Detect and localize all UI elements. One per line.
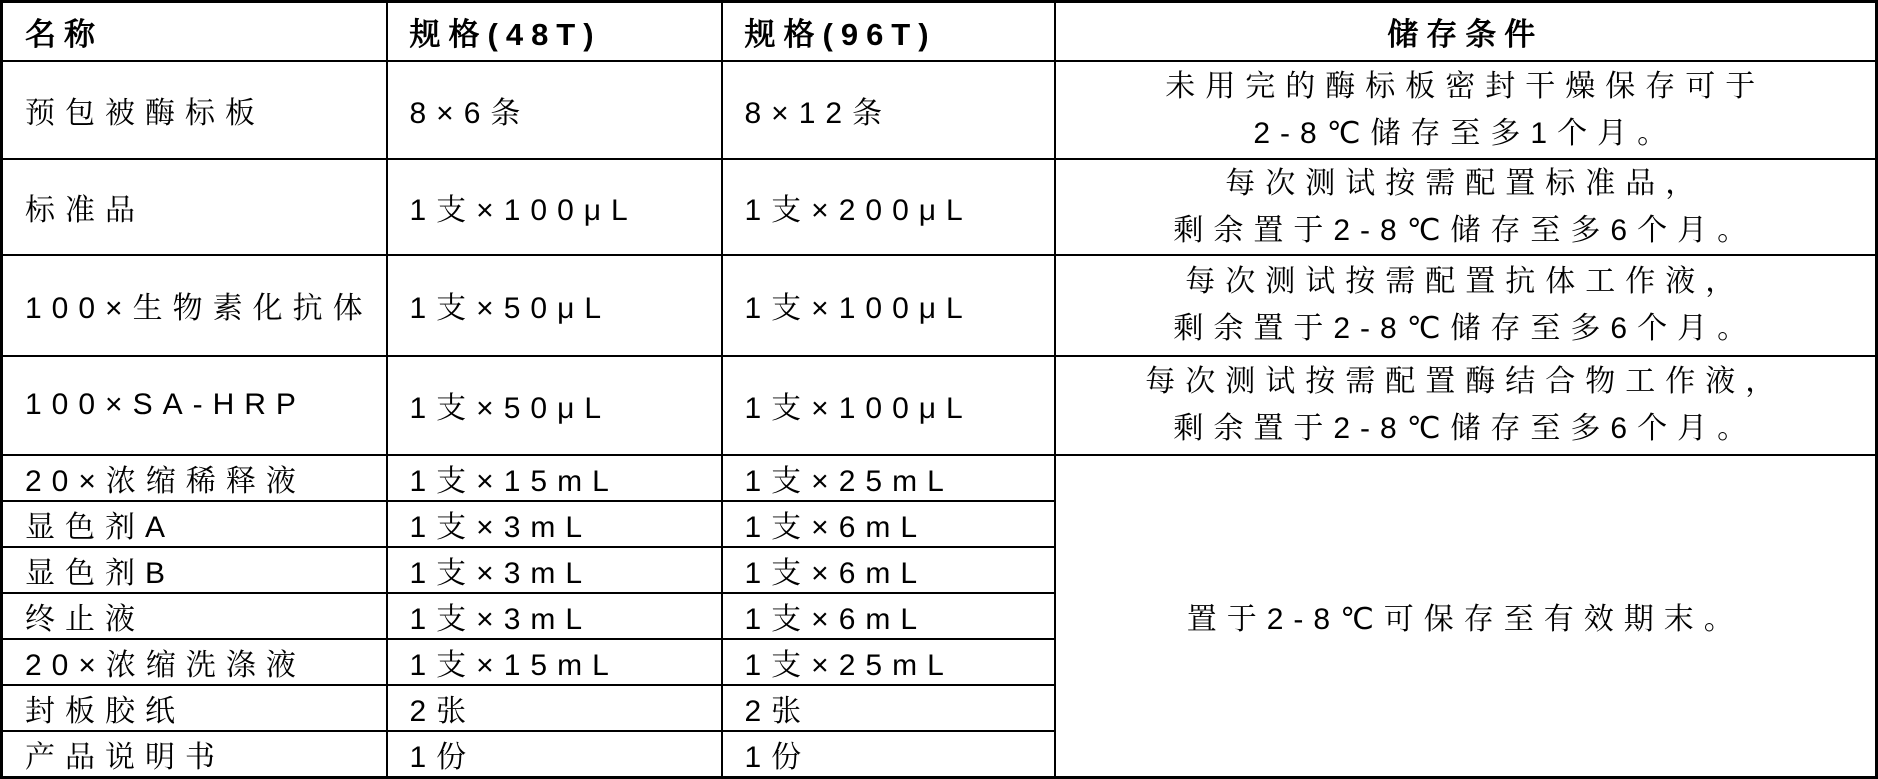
spec-48t-cell: 1支×3mL bbox=[387, 501, 722, 547]
col-header-48t: 规格(48T) bbox=[387, 2, 722, 61]
spec-96t-cell: 8×12条 bbox=[722, 61, 1055, 159]
spec-48t-cell: 1支×3mL bbox=[387, 593, 722, 639]
col-header-96t: 规格(96T) bbox=[722, 2, 1055, 61]
table-row bbox=[2, 455, 1877, 501]
storage-condition-cell bbox=[1055, 61, 1877, 159]
storage-line: 每次测试按需配置抗体工作液， bbox=[1185, 265, 1746, 298]
spec-96t-cell: 1支×25mL bbox=[722, 639, 1055, 685]
spec-48t-cell: 8×6条 bbox=[387, 61, 722, 159]
storage-line: 每次测试按需配置酶结合物工作液， bbox=[1145, 365, 1786, 398]
spec-96t-cell: 1支×6mL bbox=[722, 593, 1055, 639]
component-name-cell: 20×浓缩稀释液 bbox=[2, 455, 387, 501]
spec-96t-cell: 1支×6mL bbox=[722, 547, 1055, 593]
component-name-cell: 显色剂A bbox=[2, 501, 387, 547]
spec-48t-cell: 1支×50μL bbox=[387, 255, 722, 356]
component-name-cell: 标准品 bbox=[2, 159, 387, 255]
col-header-storage: 储存条件 bbox=[1055, 2, 1877, 61]
storage-line: 未用完的酶标板密封干燥保存可于 bbox=[1165, 69, 1766, 103]
spec-96t-cell: 1支×6mL bbox=[722, 501, 1055, 547]
storage-line: 每次测试按需配置标准品， bbox=[1225, 166, 1706, 200]
spec-48t-cell: 1份 bbox=[387, 731, 722, 778]
storage-condition-merged-cell: 置于2-8℃可保存至有效期末。 bbox=[1055, 455, 1877, 778]
spec-48t-cell: 1支×50μL bbox=[387, 356, 722, 455]
component-name-cell: 100×生物素化抗体 bbox=[2, 255, 387, 356]
component-name-cell: 终止液 bbox=[2, 593, 387, 639]
storage-line: 剩余置于2-8℃储存至多6个月。 bbox=[1173, 312, 1758, 345]
storage-condition-cell bbox=[1055, 255, 1877, 356]
spec-96t-cell: 2张 bbox=[722, 685, 1055, 731]
table-row bbox=[2, 159, 1877, 255]
storage-line: 2-8℃储存至多1个月。 bbox=[1253, 116, 1678, 150]
spec-48t-cell: 1支×100μL bbox=[387, 159, 722, 255]
spec-48t-cell: 1支×15mL bbox=[387, 455, 722, 501]
header-row bbox=[2, 2, 1877, 61]
table-row bbox=[2, 61, 1877, 159]
component-name-cell: 封板胶纸 bbox=[2, 685, 387, 731]
spec-96t-cell: 1支×100μL bbox=[722, 255, 1055, 356]
component-name-cell: 产品说明书 bbox=[2, 731, 387, 778]
spec-96t-cell: 1支×200μL bbox=[722, 159, 1055, 255]
component-name-cell: 20×浓缩洗涤液 bbox=[2, 639, 387, 685]
spec-96t-cell: 1份 bbox=[722, 731, 1055, 778]
spec-48t-cell: 2张 bbox=[387, 685, 722, 731]
component-name-cell: 100×SA-HRP bbox=[2, 356, 387, 455]
spec-48t-cell: 1支×15mL bbox=[387, 639, 722, 685]
storage-condition-cell bbox=[1055, 356, 1877, 455]
table-row bbox=[2, 356, 1877, 455]
table-row bbox=[2, 255, 1877, 356]
spec-96t-cell: 1支×25mL bbox=[722, 455, 1055, 501]
storage-line: 剩余置于2-8℃储存至多6个月。 bbox=[1173, 213, 1758, 247]
spec-96t-cell: 1支×100μL bbox=[722, 356, 1055, 455]
component-name-cell: 显色剂B bbox=[2, 547, 387, 593]
storage-line: 剩余置于2-8℃储存至多6个月。 bbox=[1173, 412, 1758, 445]
col-header-name: 名称 bbox=[2, 2, 387, 61]
storage-condition-cell bbox=[1055, 159, 1877, 255]
spec-48t-cell: 1支×3mL bbox=[387, 547, 722, 593]
component-name-cell: 预包被酶标板 bbox=[2, 61, 387, 159]
